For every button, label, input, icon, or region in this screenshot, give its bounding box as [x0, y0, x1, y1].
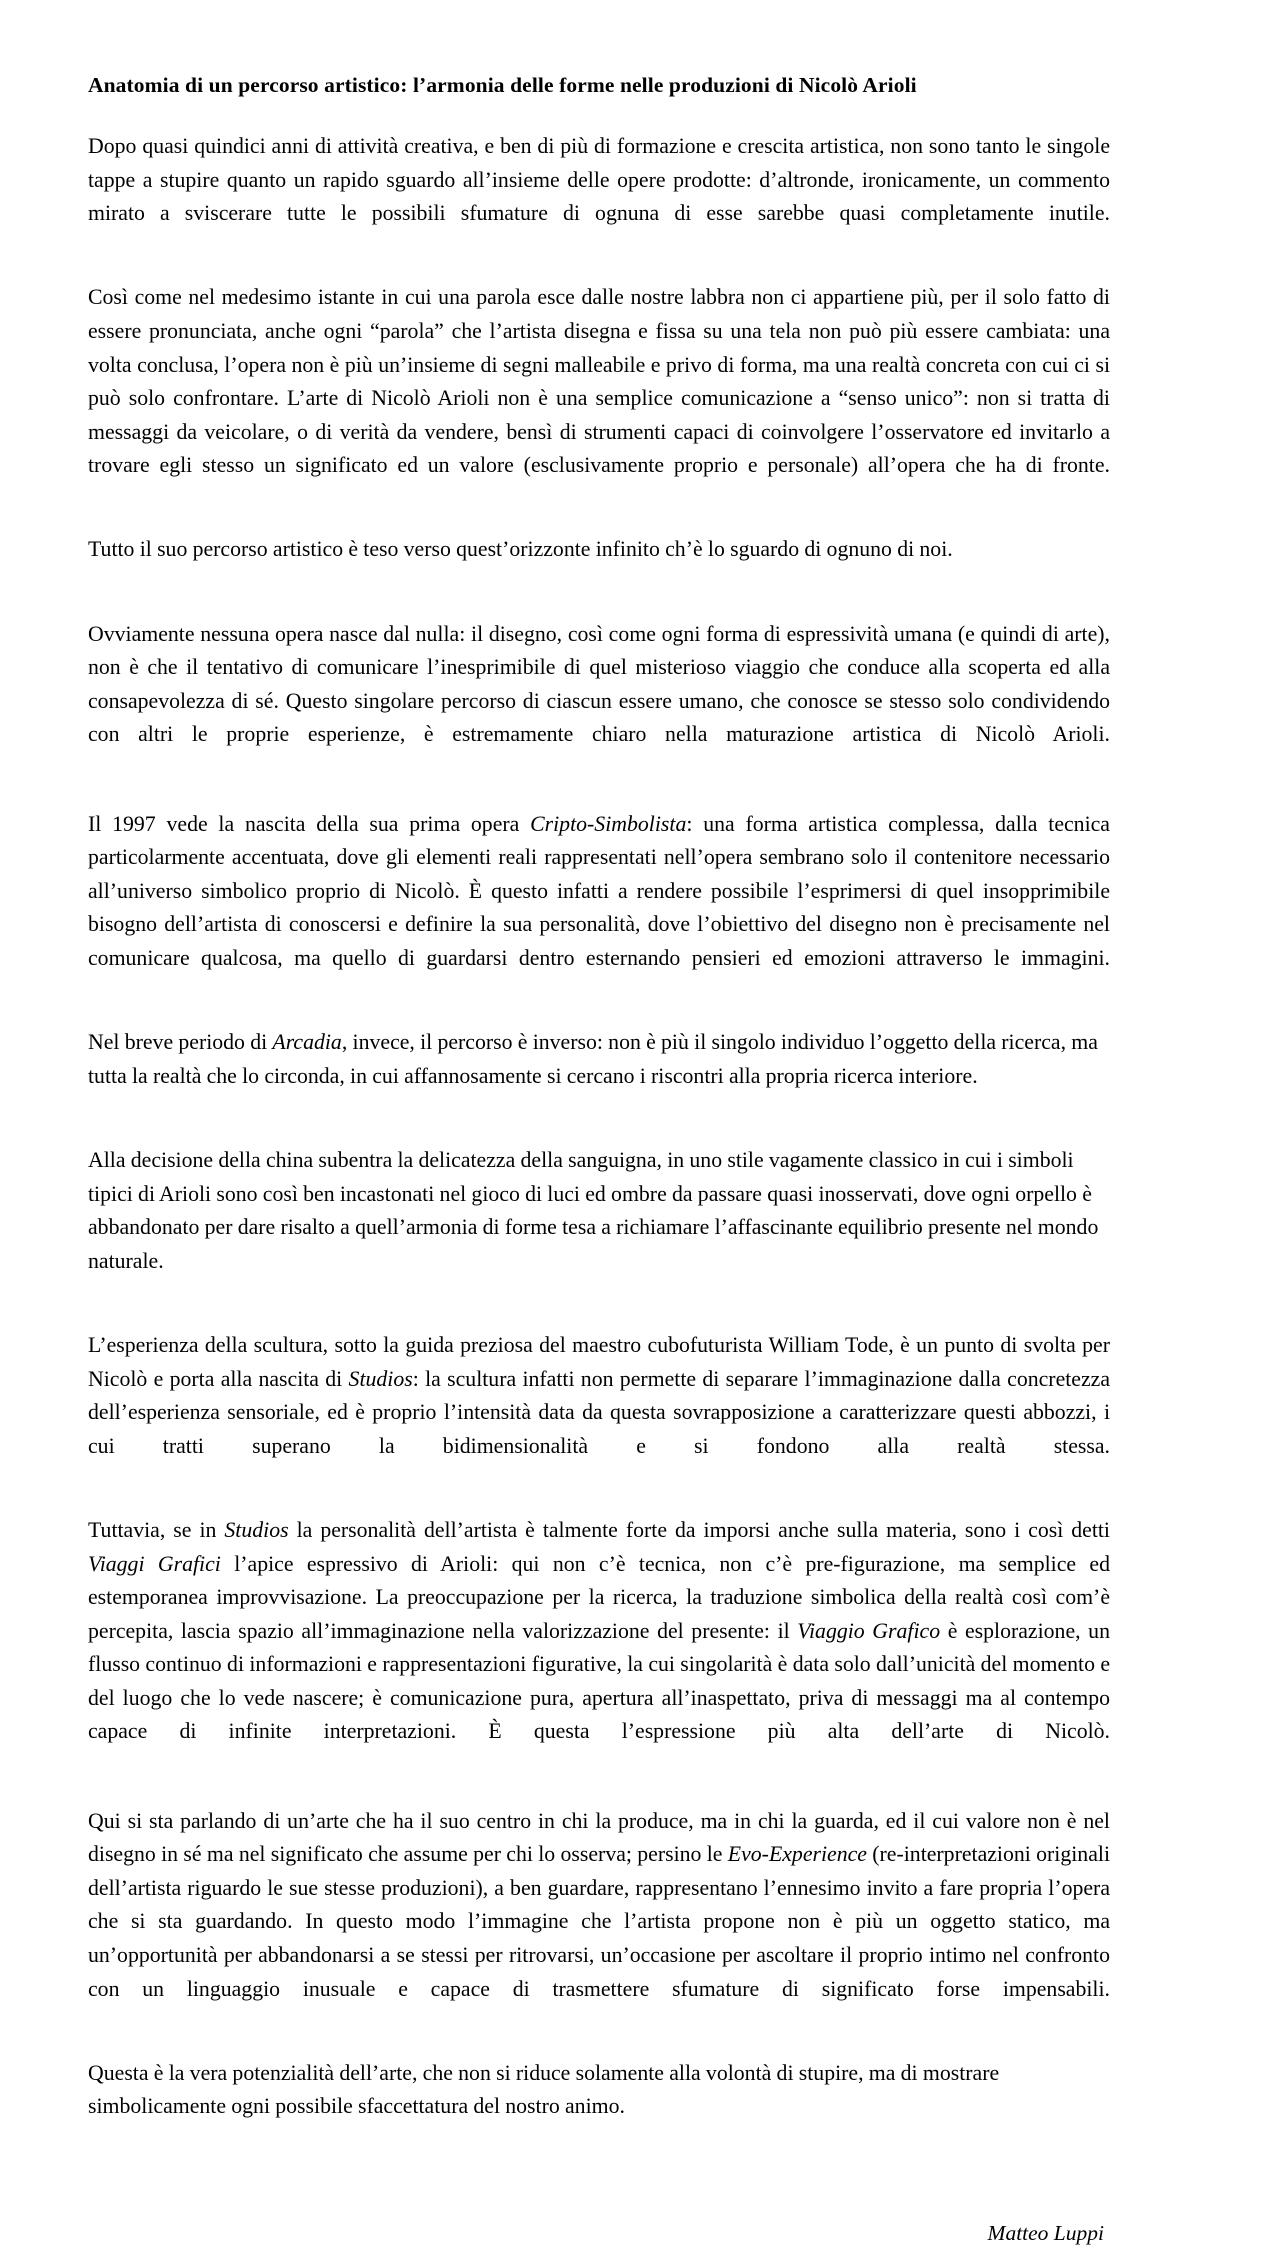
paragraph-11	[88, 2057, 1110, 2158]
paragraph-2	[88, 281, 1110, 516]
paragraph-text: Così come nel medesimo istante in cui una parola esce dalle nostre labbra non ci appartiene più, per il solo fatto di essere pronunciata, anche ogni “parola” che l’artista disegna e fissa su una tela non può più essere cambiata: una volta conclusa, l’opera non è più un’insieme di segni malleabile e privo di forma, ma una realtà concreta con cui ci si può solo confrontare. L’arte di Nicolò Arioli non è una semplice comunicazione a “senso unico”: non si tratta di messaggi da veicolare, o di verità da vendere, bensì di strumenti capaci di coinvolgere l’osservatore ed invitarlo a trovare egli stesso un significato ed un valore (esclusivamente proprio e personale) all’opera che ha di fronte.	[88, 285, 1110, 478]
paragraph-7	[88, 1144, 1110, 1312]
document-body	[88, 72, 1110, 2248]
paragraph-text: (re-interpretazioni originali dell’artista riguardo le sue stesse produzioni), a ben guardare, rappresentano l’ennesimo invito a fare propria l’opera che si sta guardando. In questo modo l’immagine che l’artista propone non è più un oggetto statico, ma un’opportunità per abbandonarsi a se stessi per ritrovarsi, un’occasione per ascoltare il proprio intimo nel confronto con un linguaggio inusuale e capace di trasmettere sfumature di significato forse impensabili.	[88, 1842, 1110, 2001]
work-title-arcadia: Arcadia	[272, 1030, 342, 1055]
paragraph-text: la personalità dell’artista è talmente forte da imporsi anche sulla materia, sono i così detti	[288, 1517, 1110, 1542]
paragraph-text: L’esperienza della scultura, sotto la guida preziosa del maestro cubofuturista William Tode, è un punto di svolta per Nicolò e porta alla nascita di	[88, 1332, 1110, 1391]
paragraph-text: l’apice espressivo di Arioli: qui non c’è tecnica, non c’è pre-figurazione, ma semplice ed estemporanea improvvisazione. La preoccupazione per la ricerca, la traduzione simbolica della realtà così com’è percepita, lascia spazio all’immaginazione nella valorizzazione del presente: il	[88, 1551, 1110, 1643]
paragraph-text: Qui si sta parlando di un’arte che ha il suo centro in chi la produce, ma in chi la guarda, ed il cui valore non è nel disegno in sé ma nel significato che assume per chi lo osserva; persino le	[88, 1808, 1110, 1867]
paragraph-text: Tutto il suo percorso artistico è teso verso quest’orizzonte infinito ch’è lo sguardo di ognuno di noi.	[88, 537, 953, 562]
paragraph-10	[88, 1805, 1110, 2040]
paragraph-8	[88, 1329, 1110, 1497]
paragraph-text: : una forma artistica complessa, dalla tecnica particolarmente accentuata, dove gli elementi reali rappresentati nell’opera sembrano solo il contenitore necessario all’universo simbolico proprio di Nicolò. È questo infatti a rendere possibile l’esprimersi di quel insopprimibile bisogno dell’artista di conoscersi e definire la sua personalità, dove l’obiettivo del disegno non è precisamente nel comunicare qualcosa, ma quello di guardarsi dentro esternando pensieri ed emozioni attraverso le immagini.	[88, 811, 1110, 970]
paragraph-text: Tuttavia, se in	[88, 1517, 225, 1542]
work-title-cripto-simbolista: Cripto-Simbolista	[530, 811, 687, 836]
paragraph-text: : la scultura infatti non permette di separare l’immaginazione dalla concretezza dell’esperienza sensoriale, ed è proprio l’intensità data da questa sovrapposizione a caratterizzare questi abbozzi, i cui tratti superano la bidimensionalità e si fondono alla realtà stessa.	[88, 1366, 1110, 1458]
paragraph-text: Il 1997 vede la nascita della sua prima opera	[88, 811, 531, 836]
work-title-viaggi-grafici: Viaggi Grafici	[88, 1551, 221, 1576]
paragraph-9	[88, 1514, 1110, 1783]
author-signature: Matteo Luppi	[987, 2220, 1104, 2245]
work-title-studios-2: Studios	[224, 1517, 289, 1542]
paragraph-text: Alla decisione della china subentra la delicatezza della sanguigna, in uno stile vagamente classico in cui i simboli tipici di Arioli sono così ben incastonati nel gioco di luci ed ombre da passare quasi inosservati, dove ogni orpello è abbandonato per dare risalto a quell’armonia di forme tesa a richiamare l’affascinante equilibrio presente nel mondo naturale.	[88, 1147, 1099, 1273]
paragraph-4	[88, 618, 1110, 786]
page-title: Anatomia di un percorso artistico: l’armonia delle forme nelle produzioni di Nicolò Arioli	[88, 73, 917, 97]
paragraph-1	[88, 130, 1110, 264]
paragraph-6	[88, 1026, 1110, 1127]
paragraph-text: è esplorazione, un flusso continuo di informazioni e rappresentazioni figurative, la cui singolarità è data solo dall’unicità del momento e del luogo che lo vede nascere; è comunicazione pura, apertura all’inaspettato, priva di messaggi ma al contempo capace di infinite interpretazioni. È questa l’espressione più alta dell’arte di Nicolò.	[88, 1618, 1110, 1744]
work-title-studios: Studios	[348, 1366, 413, 1391]
paragraph-5	[88, 808, 1110, 1010]
paragraph-text: Dopo quasi quindici anni di attività creativa, e ben di più di formazione e crescita artistica, non sono tanto le singole tappe a stupire quanto un rapido sguardo all’insieme delle opere prodotte: d’altronde, ironicamente, un commento mirato a sviscerare tutte le possibili sfumature di ognuna di esse sarebbe quasi completamente inutile.	[88, 133, 1110, 226]
paragraph-text: Questa è la vera potenzialità dell’arte, che non si riduce solamente alla volontà di stupire, ma di mostrare simbolicamente ogni possibile sfaccettatura del nostro animo.	[88, 2060, 1000, 2119]
paragraph-text: Nel breve periodo di	[88, 1030, 273, 1055]
paragraph-text: , invece, il percorso è inverso: non è più il singolo individuo l’oggetto della ricerca, ma tutta la realtà che lo circonda, in cui affannosamente si cercano i riscontri alla propria ricerca interiore.	[88, 1030, 1098, 1088]
paragraph-3	[88, 533, 1110, 600]
paragraph-text: Ovviamente nessuna opera nasce dal nulla: il disegno, così come ogni forma di espressività umana (e quindi di arte), non è che il tentativo di comunicare l’inesprimibile di quel misterioso viaggio che conduce alla scoperta ed alla consapevolezza di sé. Questo singolare percorso di ciascun essere umano, che conosce se stesso solo condividendo con altri le proprie esperienze, è estremamente chiaro nella maturazione artistica di Nicolò Arioli.	[88, 621, 1110, 747]
work-title-evo-experience: Evo-Experience	[727, 1842, 867, 1867]
work-title-viaggio-grafico: Viaggio Grafico	[797, 1618, 941, 1643]
